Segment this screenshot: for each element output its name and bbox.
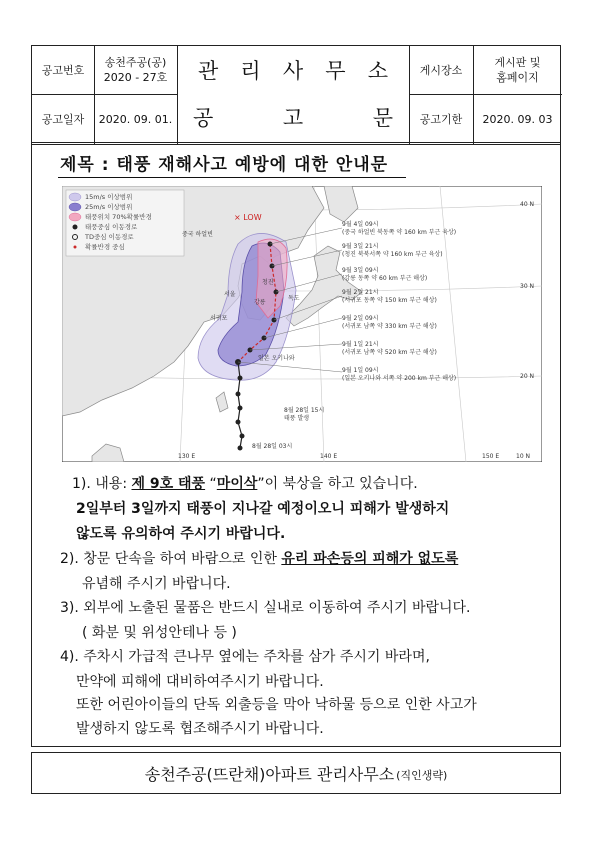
office-title: 관 리 사 무 소 (198, 58, 388, 83)
svg-text:9월 3일 21시: 9월 3일 21시 (342, 243, 379, 250)
svg-text:(서귀포 남쪽 약 520 km 부근 해상): (서귀포 남쪽 약 520 km 부근 해상) (342, 349, 437, 356)
svg-text:20 N: 20 N (520, 373, 535, 380)
notice-period-value: 2020. 09. 03 (482, 112, 553, 126)
svg-text:태풍중심 이동경로: 태풍중심 이동경로 (85, 223, 138, 231)
notice-date-label: 공고일자 (41, 112, 85, 126)
svg-text:TD중심 이동경로: TD중심 이동경로 (85, 233, 134, 241)
svg-text:태풍위치 70%확률반경: 태풍위치 70%확률반경 (85, 213, 152, 221)
svg-text:10 N: 10 N (516, 453, 531, 460)
item-3-line-1: 3). 외부에 노출된 물품은 반드시 실내로 이동하여 주시기 바랍니다. (60, 600, 471, 616)
place-dokdo: 독도 (288, 295, 300, 302)
notice-no-label: 공고번호 (41, 63, 85, 77)
item-2-line-2: 유념해 주시기 바랍니다. (82, 576, 231, 592)
item-2-line-1: 2). 창문 단속을 하여 바람으로 인한 유리 파손등의 피해가 없도록 (60, 551, 459, 567)
low-label: × LOW (234, 213, 262, 222)
svg-text:150 E: 150 E (482, 453, 500, 460)
place-harbin: 중국 하얼빈 (182, 231, 213, 238)
svg-text:9월 2일 09시: 9월 2일 09시 (342, 315, 379, 322)
subject-heading: 제목 : 태풍 재해사고 예방에 대한 안내문 (60, 155, 389, 175)
svg-text:30 N: 30 N (520, 283, 535, 290)
notice-period-label: 공고기한 (419, 112, 463, 126)
svg-text:9월 2일 21시: 9월 2일 21시 (342, 289, 379, 296)
svg-text:40 N: 40 N (520, 201, 535, 208)
notice-date-value: 2020. 09. 01. (98, 112, 173, 126)
svg-text:(서귀포 남쪽 약 330 km 부근 해상): (서귀포 남쪽 약 330 km 부근 해상) (342, 323, 437, 330)
svg-text:확률반경 중심: 확률반경 중심 (85, 243, 125, 251)
typhoon-track-map (62, 186, 542, 462)
svg-text:태풍 발생: 태풍 발생 (284, 415, 310, 422)
item-1-line-1: 1). 내용: 제 9호 태풍 “마이삭”이 북상을 하고 있습니다. (72, 476, 418, 492)
place-seoul: 서울 (224, 291, 236, 298)
footer-seal-note: (직인생략) (396, 769, 448, 782)
svg-text:130 E: 130 E (178, 453, 196, 460)
item-4-line-3: 또한 어린아이들의 단독 외출등을 막아 낙하물 등으로 인한 사고가 (76, 697, 477, 713)
map-legend (66, 190, 184, 256)
item-4-line-4: 발생하지 않도록 협조해주시기 바랍니다. (76, 721, 324, 737)
item-4-line-2: 만약에 피해에 대비하여주시기 바랍니다. (76, 674, 324, 690)
place-gangneung: 강릉 (254, 299, 266, 306)
svg-text:140 E: 140 E (320, 453, 338, 460)
svg-text:9월 4일 09시: 9월 4일 09시 (342, 221, 379, 228)
item-3-line-2: ( 화분 및 위성안테나 등 ) (82, 625, 237, 641)
item-1-line-3: 않도록 유의하여 주시기 바랍니다. (76, 526, 286, 542)
place-seogwipo: 서귀포 (210, 315, 228, 322)
footer-signature (31, 752, 561, 794)
svg-text:(청진 북북서쪽 약 160 km 부근 육상): (청진 북북서쪽 약 160 km 부근 육상) (342, 251, 443, 258)
posting-place-label: 게시장소 (419, 63, 463, 77)
svg-text:(강릉 동쪽 약 60 km 부근 해상): (강릉 동쪽 약 60 km 부근 해상) (342, 275, 428, 282)
svg-text:9월 1일 09시: 9월 1일 09시 (342, 367, 379, 374)
svg-text:25m/s 이상범위: 25m/s 이상범위 (85, 203, 133, 211)
item-1-line-2: 2일부터 3일까지 태풍이 지나갈 예정이오니 피해가 발생하지 (76, 501, 450, 517)
place-okinawa: 일본 오키나와 (258, 355, 295, 362)
header-table (31, 45, 561, 145)
item-4-line-1: 4). 주차시 가급적 큰나무 옆에는 주차를 삼가 주시기 바라며, (60, 649, 430, 665)
notice-title: 공 고 문 (193, 105, 393, 130)
svg-text:(일본 오키나와 서쪽 약 200 km 부근 해상): (일본 오키나와 서쪽 약 200 km 부근 해상) (342, 375, 457, 382)
svg-text:15m/s 이상범위: 15m/s 이상범위 (85, 193, 133, 201)
place-chongjin: 청진 (262, 279, 274, 286)
svg-text:(중국 하얼빈 북동쪽 약 160 km 부근 육상): (중국 하얼빈 북동쪽 약 160 km 부근 육상) (342, 229, 457, 236)
footer-office-name: 송천주공(뜨란채)아파트 관리사무소 (144, 764, 395, 784)
svg-text:9월 1일 21시: 9월 1일 21시 (342, 341, 379, 348)
subject-underline (58, 177, 406, 178)
svg-text:9월 3일 09시: 9월 3일 09시 (342, 267, 379, 274)
notice-no-value: 송천주공(공) 2020 - 27호 (103, 56, 168, 84)
svg-text:8월 28일 03시: 8월 28일 03시 (252, 443, 293, 450)
posting-place-value: 게시판 및 홈페이지 (494, 56, 541, 84)
svg-text:(서귀포 동쪽 약 150 km 부근 해상): (서귀포 동쪽 약 150 km 부근 해상) (342, 297, 437, 304)
svg-text:8월 28일 15시: 8월 28일 15시 (284, 407, 325, 414)
